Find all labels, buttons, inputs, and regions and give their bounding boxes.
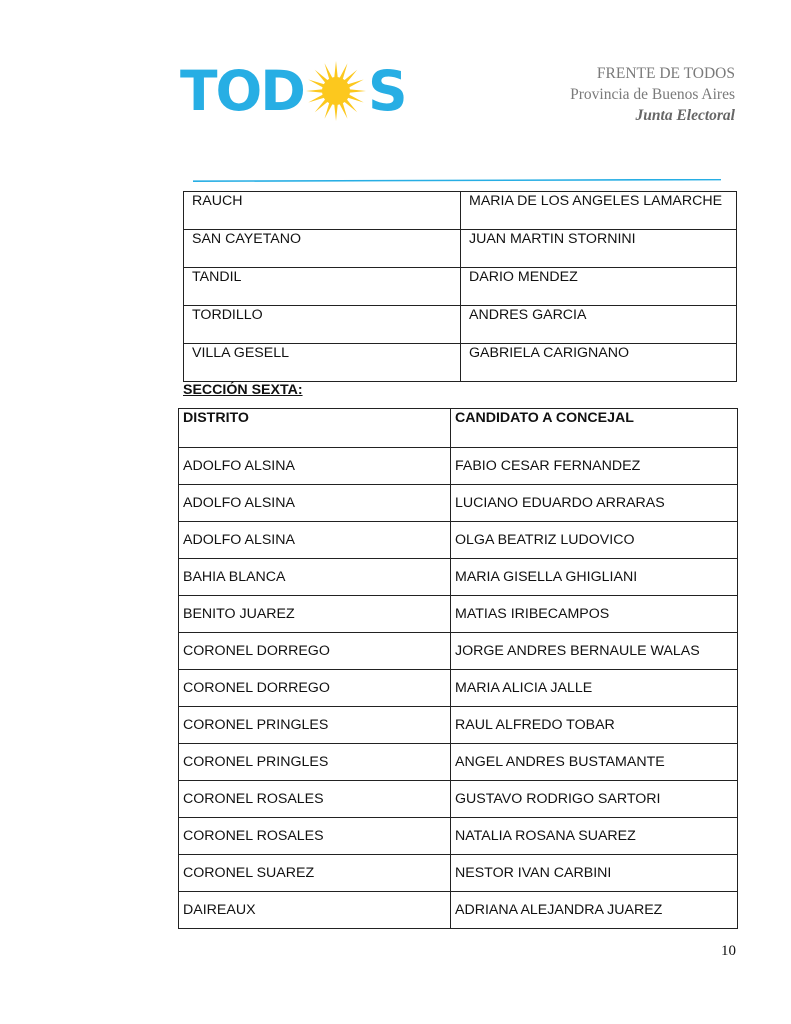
- cell-distrito: VILLA GESELL: [184, 344, 461, 382]
- cell-distrito: DAIREAUX: [179, 892, 451, 929]
- table-row: [179, 707, 738, 744]
- table-row: [179, 596, 738, 633]
- table-row: [179, 781, 738, 818]
- logo-text-right: S: [367, 58, 406, 123]
- table-row: [184, 192, 737, 230]
- sun-icon: [305, 60, 367, 122]
- cell-candidato: ADRIANA ALEJANDRA JUAREZ: [451, 892, 738, 929]
- header-info: [570, 63, 735, 126]
- table-row: [184, 306, 737, 344]
- table-seccion-sexta: [178, 408, 738, 929]
- cell-candidato: RAUL ALFREDO TOBAR: [451, 707, 738, 744]
- page-number: 10: [721, 943, 736, 959]
- cell-distrito: CORONEL ROSALES: [179, 818, 451, 855]
- table-row: [179, 818, 738, 855]
- table-row: [179, 522, 738, 559]
- cell-candidato: NESTOR IVAN CARBINI: [451, 855, 738, 892]
- column-header-candidato: CANDIDATO A CONCEJAL: [451, 409, 738, 448]
- cell-candidato: ANDRES GARCIA: [461, 306, 737, 344]
- cell-distrito: TANDIL: [184, 268, 461, 306]
- cell-distrito: BENITO JUAREZ: [179, 596, 451, 633]
- sun-ray: [306, 89, 324, 93]
- logo-text-left: TOD: [180, 58, 304, 123]
- cell-candidato: MARIA ALICIA JALLE: [451, 670, 738, 707]
- cell-distrito: CORONEL SUAREZ: [179, 855, 451, 892]
- cell-candidato: OLGA BEATRIZ LUDOVICO: [451, 522, 738, 559]
- cell-distrito: BAHIA BLANCA: [179, 559, 451, 596]
- cell-candidato: NATALIA ROSANA SUAREZ: [451, 818, 738, 855]
- cell-candidato: GABRIELA CARIGNANO: [461, 344, 737, 382]
- cell-candidato: JUAN MARTIN STORNINI: [461, 230, 737, 268]
- cell-candidato: ANGEL ANDRES BUSTAMANTE: [451, 744, 738, 781]
- cell-distrito: ADOLFO ALSINA: [179, 448, 451, 485]
- header-line-junta: Junta Electoral: [635, 107, 735, 124]
- table-row: [184, 268, 737, 306]
- sun-ray: [334, 61, 338, 79]
- table-row: [179, 670, 738, 707]
- cell-candidato: GUSTAVO RODRIGO SARTORI: [451, 781, 738, 818]
- header-line-party: FRENTE DE TODOS: [596, 65, 735, 82]
- header-line-province: Provincia de Buenos Aires: [570, 86, 735, 103]
- cell-distrito: CORONEL ROSALES: [179, 781, 451, 818]
- cell-distrito: TORDILLO: [184, 306, 461, 344]
- table-row: [179, 633, 738, 670]
- cell-distrito: CORONEL PRINGLES: [179, 707, 451, 744]
- sun-ray: [348, 89, 366, 93]
- table-row: [184, 230, 737, 268]
- cell-candidato: FABIO CESAR FERNANDEZ: [451, 448, 738, 485]
- cell-candidato: MATIAS IRIBECAMPOS: [451, 596, 738, 633]
- table-row: [179, 559, 738, 596]
- sun-ray: [334, 103, 338, 121]
- table-header-row: [179, 409, 738, 448]
- table-row: [179, 892, 738, 929]
- table-row: [179, 855, 738, 892]
- cell-candidato: MARIA GISELLA GHIGLIANI: [451, 559, 738, 596]
- cell-distrito: CORONEL PRINGLES: [179, 744, 451, 781]
- table-row: [184, 344, 737, 382]
- cell-distrito: CORONEL DORREGO: [179, 633, 451, 670]
- cell-candidato: LUCIANO EDUARDO ARRARAS: [451, 485, 738, 522]
- table-row: [179, 744, 738, 781]
- cell-distrito: RAUCH: [184, 192, 461, 230]
- section-title: SECCIÓN SEXTA:: [183, 382, 303, 398]
- header-divider: [193, 179, 721, 182]
- cell-distrito: CORONEL DORREGO: [179, 670, 451, 707]
- cell-distrito: ADOLFO ALSINA: [179, 485, 451, 522]
- column-header-distrito: DISTRITO: [179, 409, 451, 448]
- table-row: [179, 485, 738, 522]
- cell-distrito: ADOLFO ALSINA: [179, 522, 451, 559]
- table-previous-section: [183, 191, 737, 382]
- todos-logo: [180, 56, 406, 126]
- table-row: [179, 448, 738, 485]
- cell-distrito: SAN CAYETANO: [184, 230, 461, 268]
- cell-candidato: MARIA DE LOS ANGELES LAMARCHE: [461, 192, 737, 230]
- cell-candidato: JORGE ANDRES BERNAULE WALAS: [451, 633, 738, 670]
- cell-candidato: DARIO MENDEZ: [461, 268, 737, 306]
